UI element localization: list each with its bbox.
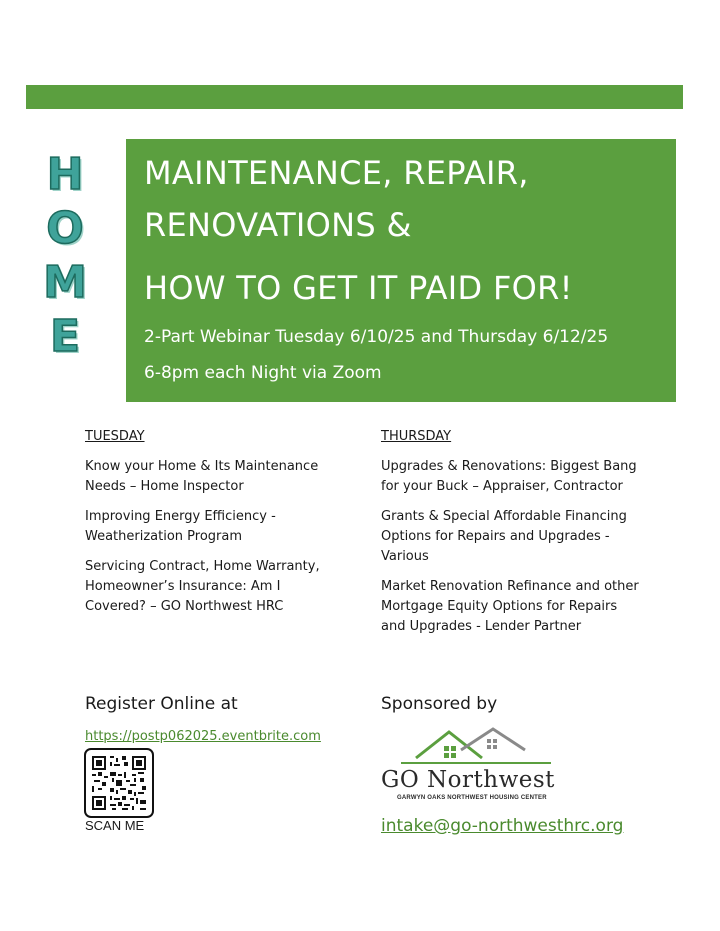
tuesday-heading: TUESDAY (85, 429, 145, 444)
thursday-topic: Upgrades & Renovations: Biggest Bang for your Buck – Appraiser, Contractor (381, 459, 637, 494)
thursday-topic: Grants & Special Affordable Financing Options for Repairs and Upgrades - Various (381, 509, 627, 564)
webinar-dates: 2-Part Webinar Tuesday 6/10/25 and Thursday 6/12/25 (144, 327, 609, 347)
home-letter-e: E (49, 311, 81, 362)
contact-email-link[interactable]: intake@go-northwesthrc.org (381, 816, 624, 836)
webinar-time: 6-8pm each Night via Zoom (144, 363, 382, 383)
register-label: Register Online at (85, 694, 238, 714)
thursday-heading: THURSDAY (381, 429, 452, 444)
title-line-2: RENOVATIONS & (144, 206, 412, 244)
logo-tagline: GARWYN OAKS NORTHWEST HOUSING CENTER (397, 795, 547, 801)
scan-me-caption: SCAN ME (85, 818, 145, 833)
home-vertical-word (40, 148, 90, 364)
house-roof-logo-icon (381, 726, 576, 770)
title-line-1: MAINTENANCE, REPAIR, (144, 154, 529, 192)
tuesday-topic: Servicing Contract, Home Warranty, Homeowner’s Insurance: Am I Covered? – GO Northwest HRC (85, 559, 320, 614)
title-line-3: HOW TO GET IT PAID FOR! (144, 269, 573, 307)
tuesday-topic: Know your Home & Its Maintenance Needs – Home Inspector (85, 459, 319, 494)
thursday-topic: Market Renovation Refinance and other Mortgage Equity Options for Repairs and Upgrades - Lender Partner (381, 579, 639, 634)
tuesday-topic: Improving Energy Efficiency - Weatherization Program (85, 509, 276, 544)
logo-name: GO Northwest (381, 767, 555, 793)
thursday-column (381, 427, 641, 647)
home-letter-h: H (46, 149, 84, 200)
go-northwest-logo (381, 726, 576, 804)
top-green-bar (26, 85, 683, 109)
registration-link[interactable]: https://postp062025.eventbrite.com (85, 729, 321, 744)
home-letter-m: M (43, 257, 87, 308)
tuesday-column (85, 427, 345, 627)
home-letter-o: O (46, 203, 84, 254)
title-banner (126, 139, 676, 402)
qr-code-icon[interactable] (84, 748, 154, 818)
sponsor-label: Sponsored by (381, 694, 498, 714)
